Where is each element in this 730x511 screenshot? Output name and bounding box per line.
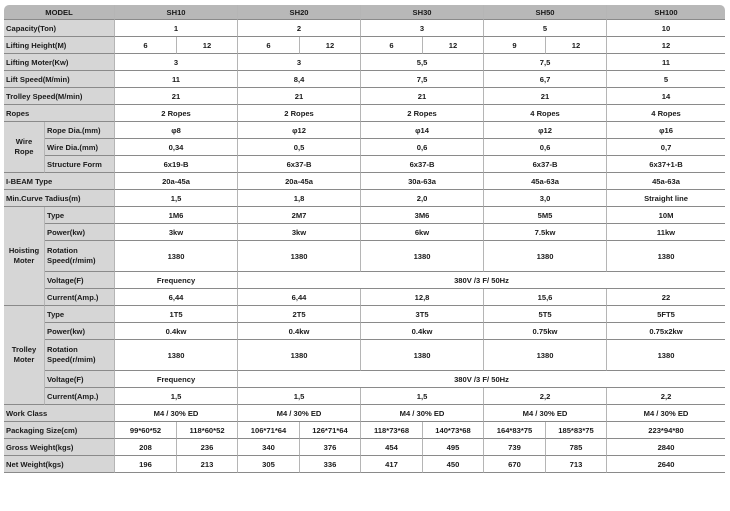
row-label: Voltage(F) [45, 272, 115, 289]
cell: 45a-63a [607, 173, 725, 190]
row-label: Gross Weight(kgs) [4, 439, 115, 456]
cell: 1380 [115, 241, 238, 272]
cell: 6,7 [484, 71, 607, 88]
cell: 5 [484, 20, 607, 37]
cell: 3,0 [484, 190, 607, 207]
cell: 30a-63a [361, 173, 484, 190]
cell: 0.4kw [238, 323, 361, 340]
packaging-row [4, 422, 725, 439]
ropes-row [4, 105, 725, 122]
cell: 7,5 [484, 54, 607, 71]
cell: 1T5 [115, 306, 238, 323]
cell: Frequency [115, 371, 238, 388]
row-label: Min.Curve Tadius(m) [4, 190, 115, 207]
min-curve-row [4, 190, 725, 207]
cell: 15,6 [484, 289, 607, 306]
row-label: Net Weight(kgs) [4, 456, 115, 473]
cell: 417 [361, 456, 423, 473]
cell: 376 [300, 439, 361, 456]
cell: 3 [361, 20, 484, 37]
lifting-motor-row [4, 54, 725, 71]
cell: 6 [361, 37, 423, 54]
cell: 5,5 [361, 54, 484, 71]
row-label: Rotation Speed(r/mim) [45, 241, 115, 272]
cell: 213 [177, 456, 238, 473]
cell: 2 Ropes [115, 105, 238, 122]
cell: 21 [361, 88, 484, 105]
header-row [4, 5, 725, 20]
row-label: Lifting Height(M) [4, 37, 115, 54]
cell: 6 [238, 37, 300, 54]
cell: 1,5 [238, 388, 361, 405]
cell: 1380 [361, 340, 484, 371]
cell: 6x37+1-B [607, 156, 725, 173]
net-weight-row [4, 456, 725, 473]
cell: 99*60*52 [115, 422, 177, 439]
row-label: Type [45, 306, 115, 323]
lifting-height-row [4, 37, 725, 54]
cell: 4 Ropes [484, 105, 607, 122]
cell: M4 / 30% ED [115, 405, 238, 422]
row-label: Rotation Speed(r/mim) [45, 340, 115, 371]
cell: 0,6 [361, 139, 484, 156]
row-label: Trolley Speed(M/min) [4, 88, 115, 105]
cell: 713 [546, 456, 607, 473]
cell: 1380 [484, 241, 607, 272]
cell: φ16 [607, 122, 725, 139]
cell: 12 [423, 37, 484, 54]
trolley-speed-row [4, 88, 725, 105]
cell: φ8 [115, 122, 238, 139]
cell: 4 Ropes [607, 105, 725, 122]
row-label: Lifting Moter(Kw) [4, 54, 115, 71]
cell: 10M [607, 207, 725, 224]
cell: 20a-45a [238, 173, 361, 190]
hoist-voltage-row [4, 272, 725, 289]
cell: M4 / 30% ED [361, 405, 484, 422]
cell: 196 [115, 456, 177, 473]
cell: 3 [115, 54, 238, 71]
cell: M4 / 30% ED [238, 405, 361, 422]
cell: 0.4kw [115, 323, 238, 340]
cell: 1380 [238, 241, 361, 272]
cell: 739 [484, 439, 546, 456]
cell: 140*73*68 [423, 422, 484, 439]
trolley-power-row [4, 323, 725, 340]
cell: 223*94*80 [607, 422, 725, 439]
row-label: I-BEAM Type [4, 173, 115, 190]
cell: 208 [115, 439, 177, 456]
cell: 21 [238, 88, 361, 105]
cell: φ14 [361, 122, 484, 139]
row-label: Work Class [4, 405, 115, 422]
cell: 0.75kw [484, 323, 607, 340]
cell: 5 [607, 71, 725, 88]
cell: 12 [546, 37, 607, 54]
cell: 670 [484, 456, 546, 473]
cell: 0,34 [115, 139, 238, 156]
cell: 305 [238, 456, 300, 473]
cell: 118*60*52 [177, 422, 238, 439]
cell: 1 [115, 20, 238, 37]
cell: 5FT5 [607, 306, 725, 323]
hoist-power-row [4, 224, 725, 241]
cell: 0.4kw [361, 323, 484, 340]
cell: 450 [423, 456, 484, 473]
rope-dia-row [4, 122, 725, 139]
cell-merged: 380V /3 F/ 50Hz [238, 371, 725, 388]
hoist-current-row [4, 289, 725, 306]
cell-merged: 380V /3 F/ 50Hz [238, 272, 725, 289]
cell: 6,44 [238, 289, 361, 306]
hoist-type-row [4, 207, 725, 224]
cell: 2,0 [361, 190, 484, 207]
cell: 1380 [484, 340, 607, 371]
capacity-row [4, 20, 725, 37]
cell: 1,5 [115, 190, 238, 207]
cell: φ12 [484, 122, 607, 139]
row-label: Voltage(F) [45, 371, 115, 388]
row-label: Packaging Size(cm) [4, 422, 115, 439]
row-label: Structure Form [45, 156, 115, 173]
cell: 3T5 [361, 306, 484, 323]
cell: 21 [484, 88, 607, 105]
cell: 118*73*68 [361, 422, 423, 439]
cell: 11kw [607, 224, 725, 241]
cell: 6x37-B [238, 156, 361, 173]
cell: M4 / 30% ED [607, 405, 725, 422]
cell: 126*71*64 [300, 422, 361, 439]
cell: 0,6 [484, 139, 607, 156]
gross-weight-row [4, 439, 725, 456]
cell: 2840 [607, 439, 725, 456]
cell: Straight line [607, 190, 725, 207]
row-label: Wire Dia.(mm) [45, 139, 115, 156]
cell: 106*71*64 [238, 422, 300, 439]
hoist-rotation-row [4, 241, 725, 272]
trolley-type-row [4, 306, 725, 323]
cell: 6x19-B [115, 156, 238, 173]
cell: 12,8 [361, 289, 484, 306]
row-label: Type [45, 207, 115, 224]
cell: 3kw [115, 224, 238, 241]
work-class-row [4, 405, 725, 422]
cell: φ12 [238, 122, 361, 139]
row-label: Power(kw) [45, 224, 115, 241]
cell: M4 / 30% ED [484, 405, 607, 422]
cell: 3 [238, 54, 361, 71]
cell: 2640 [607, 456, 725, 473]
trolley-rotation-row [4, 340, 725, 371]
cell: 1,5 [115, 388, 238, 405]
cell: 1380 [238, 340, 361, 371]
model-header: MODEL [4, 5, 115, 20]
cell: 785 [546, 439, 607, 456]
row-label: Rope Dia.(mm) [45, 122, 115, 139]
cell: 164*83*75 [484, 422, 546, 439]
model-sh100: SH100 [607, 5, 725, 20]
cell: 0.75x2kw [607, 323, 725, 340]
cell: 5T5 [484, 306, 607, 323]
trolley-voltage-row [4, 371, 725, 388]
cell: 11 [115, 71, 238, 88]
structure-form-row [4, 156, 725, 173]
cell: 21 [115, 88, 238, 105]
row-label: Current(Amp.) [45, 289, 115, 306]
model-sh10: SH10 [115, 5, 238, 20]
cell: 8,4 [238, 71, 361, 88]
cell: 1380 [607, 241, 725, 272]
cell: 6kw [361, 224, 484, 241]
trolley-motor-group-label: Trolley Moter [4, 306, 45, 405]
spec-table [4, 5, 725, 473]
lift-speed-row [4, 71, 725, 88]
wire-rope-group-label: Wire Rope [4, 122, 45, 173]
cell: 45a-63a [484, 173, 607, 190]
cell: 5M5 [484, 207, 607, 224]
cell: 22 [607, 289, 725, 306]
cell: 495 [423, 439, 484, 456]
cell: 14 [607, 88, 725, 105]
row-label: Capacity(Ton) [4, 20, 115, 37]
cell: 3M6 [361, 207, 484, 224]
cell: 7.5kw [484, 224, 607, 241]
cell: 6x37-B [484, 156, 607, 173]
cell: 20a-45a [115, 173, 238, 190]
cell: 1380 [361, 241, 484, 272]
cell: 2 Ropes [238, 105, 361, 122]
cell: 6x37-B [361, 156, 484, 173]
trolley-current-row [4, 388, 725, 405]
cell: 340 [238, 439, 300, 456]
cell: 2 [238, 20, 361, 37]
cell: 0,5 [238, 139, 361, 156]
cell: 1380 [607, 340, 725, 371]
cell: 12 [177, 37, 238, 54]
model-sh20: SH20 [238, 5, 361, 20]
ibeam-row [4, 173, 725, 190]
cell: 1,5 [361, 388, 484, 405]
row-label: Ropes [4, 105, 115, 122]
cell: 10 [607, 20, 725, 37]
model-sh50: SH50 [484, 5, 607, 20]
cell: 1,8 [238, 190, 361, 207]
cell: Frequency [115, 272, 238, 289]
cell: 2,2 [607, 388, 725, 405]
cell: 2T5 [238, 306, 361, 323]
cell: 0,7 [607, 139, 725, 156]
cell: 2,2 [484, 388, 607, 405]
cell: 185*83*75 [546, 422, 607, 439]
model-sh30: SH30 [361, 5, 484, 20]
cell: 2 Ropes [361, 105, 484, 122]
cell: 7,5 [361, 71, 484, 88]
cell: 336 [300, 456, 361, 473]
hoisting-motor-group-label: Hoisting Moter [4, 207, 45, 306]
cell: 9 [484, 37, 546, 54]
row-label: Current(Amp.) [45, 388, 115, 405]
cell: 12 [607, 37, 725, 54]
cell: 3kw [238, 224, 361, 241]
cell: 6 [115, 37, 177, 54]
cell: 11 [607, 54, 725, 71]
cell: 1M6 [115, 207, 238, 224]
cell: 236 [177, 439, 238, 456]
cell: 454 [361, 439, 423, 456]
cell: 1380 [115, 340, 238, 371]
cell: 12 [300, 37, 361, 54]
row-label: Lift Speed(M/min) [4, 71, 115, 88]
row-label: Power(kw) [45, 323, 115, 340]
cell: 6,44 [115, 289, 238, 306]
wire-dia-row [4, 139, 725, 156]
cell: 2M7 [238, 207, 361, 224]
